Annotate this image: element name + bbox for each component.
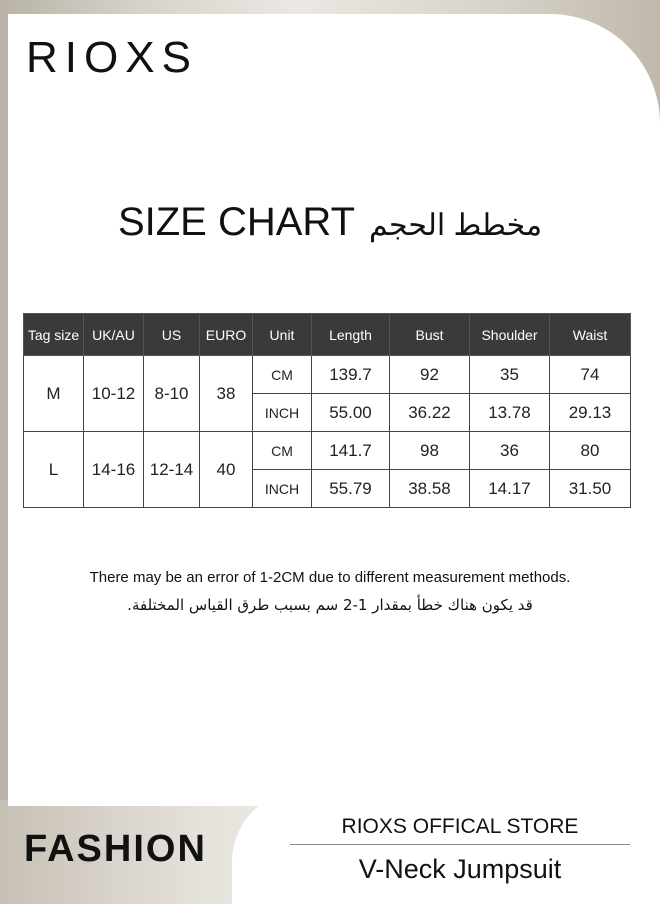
size-chart-table <box>23 313 631 508</box>
header-euro: EURO <box>200 314 253 356</box>
bust-cell: 36.22 <box>390 394 470 432</box>
bust-cell: 92 <box>390 356 470 394</box>
waist-cell: 74 <box>550 356 631 394</box>
shoulder-cell: 35 <box>470 356 550 394</box>
uk-au-cell: 14-16 <box>84 432 144 508</box>
shoulder-cell: 14.17 <box>470 470 550 508</box>
table-header-row <box>24 314 631 356</box>
us-cell: 8-10 <box>144 356 200 432</box>
bust-cell: 98 <box>390 432 470 470</box>
measurement-note-english: There may be an error of 1-2CM due to different measurement methods. <box>89 569 571 586</box>
uk-au-cell: 10-12 <box>84 356 144 432</box>
header-waist: Waist <box>550 314 631 356</box>
unit-cell: CM <box>253 432 312 470</box>
euro-cell: 40 <box>200 432 253 508</box>
title-arabic: مخطط الحجم <box>369 209 543 242</box>
waist-cell: 31.50 <box>550 470 631 508</box>
waist-cell: 29.13 <box>550 394 631 432</box>
length-cell: 55.00 <box>312 394 390 432</box>
product-name: V-Neck Jumpsuit <box>358 854 562 884</box>
tag-size-cell: M <box>24 356 84 432</box>
unit-cell: CM <box>253 356 312 394</box>
header-shoulder: Shoulder <box>470 314 550 356</box>
header-tag-size: Tag size <box>24 314 84 356</box>
shoulder-cell: 13.78 <box>470 394 550 432</box>
length-cell: 55.79 <box>312 470 390 508</box>
unit-cell: INCH <box>253 394 312 432</box>
header-uk-au: UK/AU <box>84 314 144 356</box>
header-length: Length <box>312 314 390 356</box>
fashion-label: FASHION <box>24 828 207 870</box>
us-cell: 12-14 <box>144 432 200 508</box>
bust-cell: 38.58 <box>390 470 470 508</box>
table-row <box>24 432 631 470</box>
title-english: SIZE CHART <box>117 200 356 244</box>
store-card <box>232 790 660 904</box>
waist-cell: 80 <box>550 432 631 470</box>
length-cell: 141.7 <box>312 432 390 470</box>
shoulder-cell: 36 <box>470 432 550 470</box>
brand-logo: RIOXS <box>26 33 198 82</box>
store-name: RIOXS OFFICAL STORE <box>341 815 579 838</box>
euro-cell: 38 <box>200 356 253 432</box>
header-bust: Bust <box>390 314 470 356</box>
measurement-note-arabic: قد يكون هناك خطأ بمقدار 1-2 سم بسبب طرق القياس المختلفة. <box>127 596 533 614</box>
page-title <box>0 202 660 242</box>
table-row <box>24 356 631 394</box>
tag-size-cell: L <box>24 432 84 508</box>
unit-cell: INCH <box>253 470 312 508</box>
header-unit: Unit <box>253 314 312 356</box>
footer-divider <box>290 844 630 845</box>
header-us: US <box>144 314 200 356</box>
length-cell: 139.7 <box>312 356 390 394</box>
